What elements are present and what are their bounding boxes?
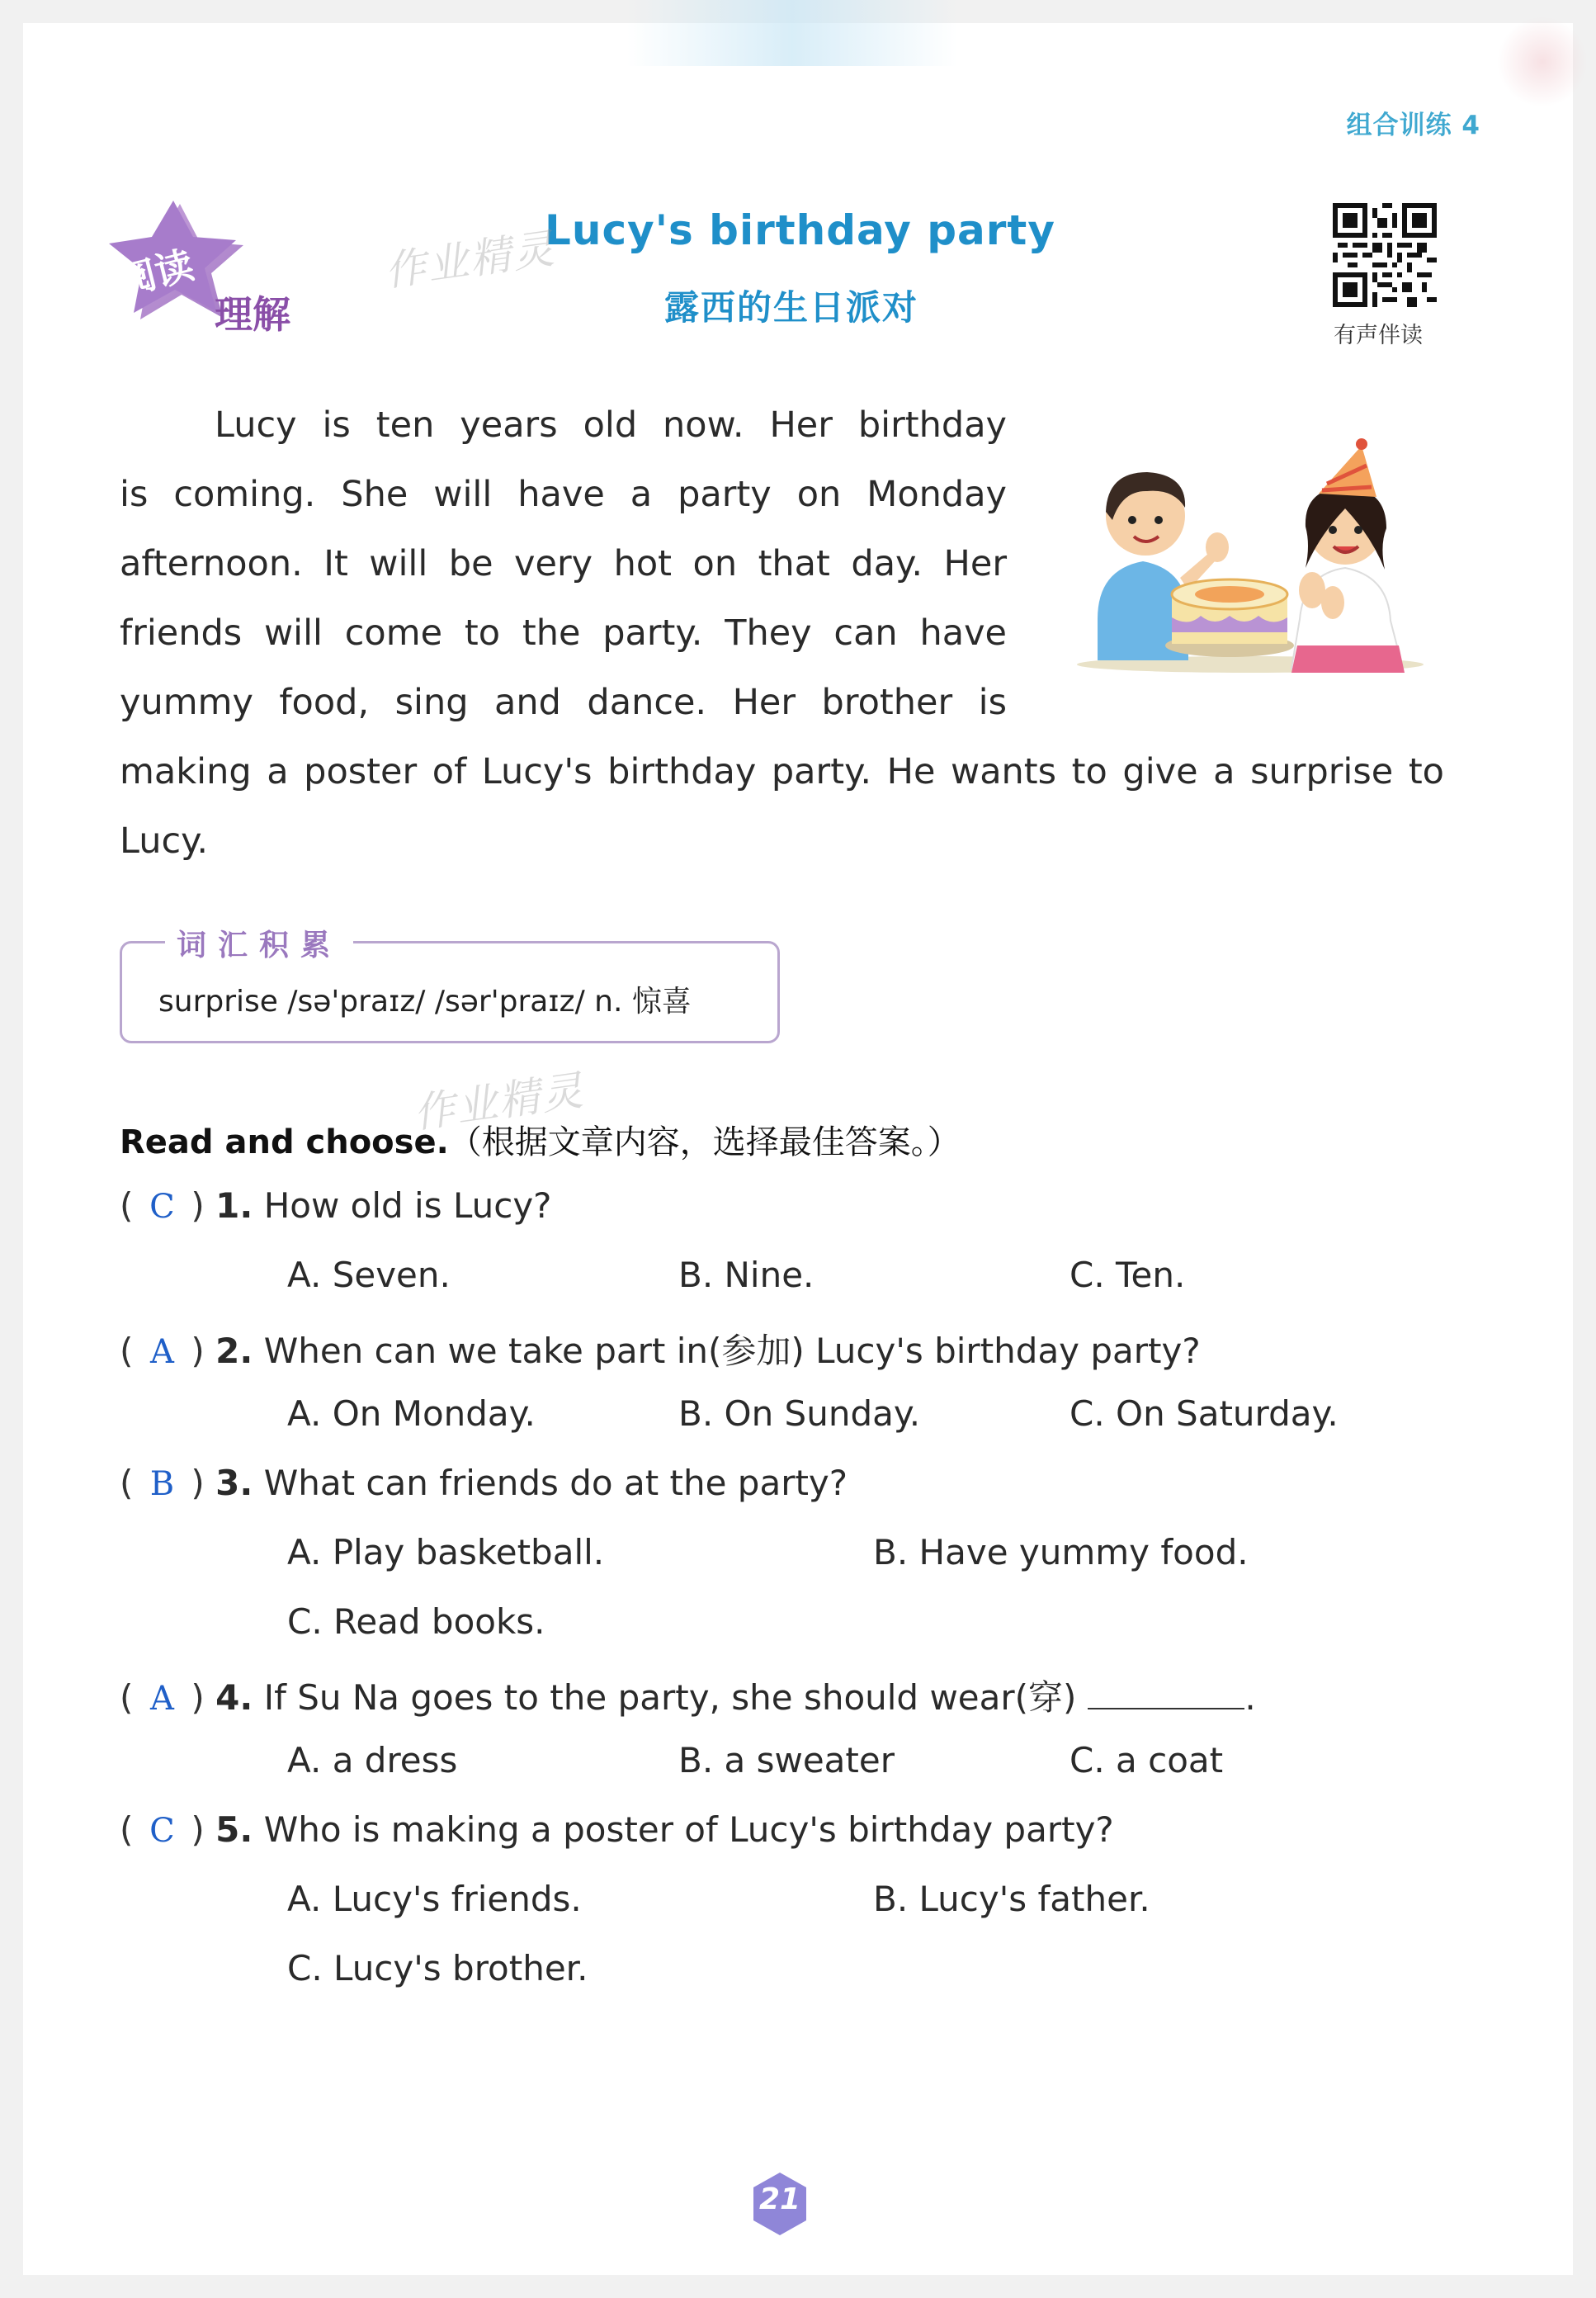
section-code: 组合训练 4 — [1346, 111, 1480, 140]
question-number: 3. — [215, 1463, 253, 1503]
paren-close: ) — [191, 1809, 205, 1850]
answer-4[interactable]: A — [149, 1680, 174, 1718]
question-4 — [120, 1671, 1256, 1720]
question-3 — [120, 1463, 848, 1503]
answer-blank[interactable] — [1088, 1683, 1244, 1709]
passage-line-2: is coming. She will have a party on Monday — [120, 474, 1007, 515]
question-number: 1. — [215, 1185, 253, 1226]
passage-line-4: friends will come to the party. They can have — [120, 612, 1007, 654]
paren-open: ( — [120, 1185, 134, 1226]
question-text: How old is Lucy? — [263, 1185, 552, 1226]
top-decoration — [627, 0, 957, 66]
passage-line-1: Lucy is ten years old now. Her birthday — [215, 404, 1007, 446]
paren-open: ( — [120, 1463, 134, 1503]
option-1a[interactable]: A. Seven. — [287, 1255, 451, 1295]
paren-open: ( — [120, 1809, 134, 1850]
cake-figure — [1165, 579, 1294, 657]
option-3b[interactable]: B. Have yummy food. — [873, 1532, 1249, 1572]
paren-close: ) — [191, 1463, 205, 1503]
qr-code-icon[interactable] — [1333, 203, 1437, 307]
answer-3[interactable]: B — [149, 1465, 175, 1503]
question-5 — [120, 1809, 1114, 1850]
passage-line-3: afternoon. It will be very hot on that day. Her — [120, 543, 1007, 584]
option-4b[interactable]: B. a sweater — [678, 1740, 895, 1780]
option-3a[interactable]: A. Play basketball. — [287, 1532, 605, 1572]
qr-code-label: 有声伴读 — [1334, 323, 1423, 348]
option-5a[interactable]: A. Lucy's friends. — [287, 1879, 582, 1919]
paren-close: ) — [191, 1331, 205, 1371]
page-number: 21 — [758, 2182, 801, 2216]
birthday-illustration — [1065, 429, 1428, 726]
badge-text-line1: 阅读 — [113, 242, 198, 305]
question-text: If Su Na goes to the party, she should wear(穿) — [263, 1677, 1077, 1718]
watermark-middle: 作业精灵 — [410, 1066, 588, 1138]
question-text: Who is making a poster of Lucy's birthday party? — [263, 1809, 1114, 1850]
option-2b[interactable]: B. On Sunday. — [678, 1393, 921, 1434]
instruction-bold: Read and choose. — [120, 1123, 449, 1161]
passage-line-5: yummy food, sing and dance. Her brother is — [120, 682, 1007, 723]
question-number: 2. — [215, 1331, 253, 1371]
passage-line-6: making a poster of Lucy's birthday party. He wants to give a surprise to — [120, 751, 1444, 792]
instruction-note: （根据文章内容，选择最佳答案。） — [448, 1123, 961, 1161]
girl-figure — [1291, 438, 1405, 673]
passage-title-chinese: 露西的生日派对 — [664, 287, 919, 328]
answer-1[interactable]: C — [149, 1188, 175, 1226]
exercise-instruction — [120, 1116, 961, 1163]
section-badge — [91, 186, 338, 351]
option-5c[interactable]: C. Lucy's brother. — [287, 1948, 588, 1988]
passage-title-english: Lucy's birthday party — [545, 206, 1055, 254]
option-4c[interactable]: C. a coat — [1070, 1740, 1224, 1780]
option-3c[interactable]: C. Read books. — [287, 1601, 545, 1642]
option-5b[interactable]: B. Lucy's father. — [873, 1879, 1150, 1919]
badge-text-line2: 理解 — [215, 292, 290, 337]
question-number: 5. — [215, 1809, 253, 1850]
paren-close: ) — [191, 1185, 205, 1226]
question-text: What can friends do at the party? — [263, 1463, 848, 1503]
option-4a[interactable]: A. a dress — [287, 1740, 458, 1780]
passage-line-7: Lucy. — [120, 820, 209, 862]
vocabulary-entry: surprise /sə'praɪz/ /sər'praɪz/ n. 惊喜 — [158, 985, 692, 1019]
paren-close: ) — [191, 1677, 205, 1718]
answer-2[interactable]: A — [149, 1333, 174, 1371]
question-1 — [120, 1185, 551, 1226]
paren-open: ( — [120, 1677, 134, 1718]
answer-5[interactable]: C — [149, 1812, 175, 1850]
corner-decoration — [1497, 17, 1588, 107]
vocabulary-title: 词汇积累 — [165, 922, 353, 964]
watermark-top: 作业精灵 — [381, 224, 559, 296]
option-1c[interactable]: C. Ten. — [1070, 1255, 1186, 1295]
question-number: 4. — [215, 1677, 253, 1718]
question-2 — [120, 1324, 1201, 1374]
period: . — [1244, 1677, 1256, 1718]
option-1b[interactable]: B. Nine. — [678, 1255, 815, 1295]
option-2a[interactable]: A. On Monday. — [287, 1393, 536, 1434]
paren-open: ( — [120, 1331, 134, 1371]
option-2c[interactable]: C. On Saturday. — [1070, 1393, 1339, 1434]
question-text: When can we take part in(参加) Lucy's birthday party? — [263, 1331, 1201, 1371]
